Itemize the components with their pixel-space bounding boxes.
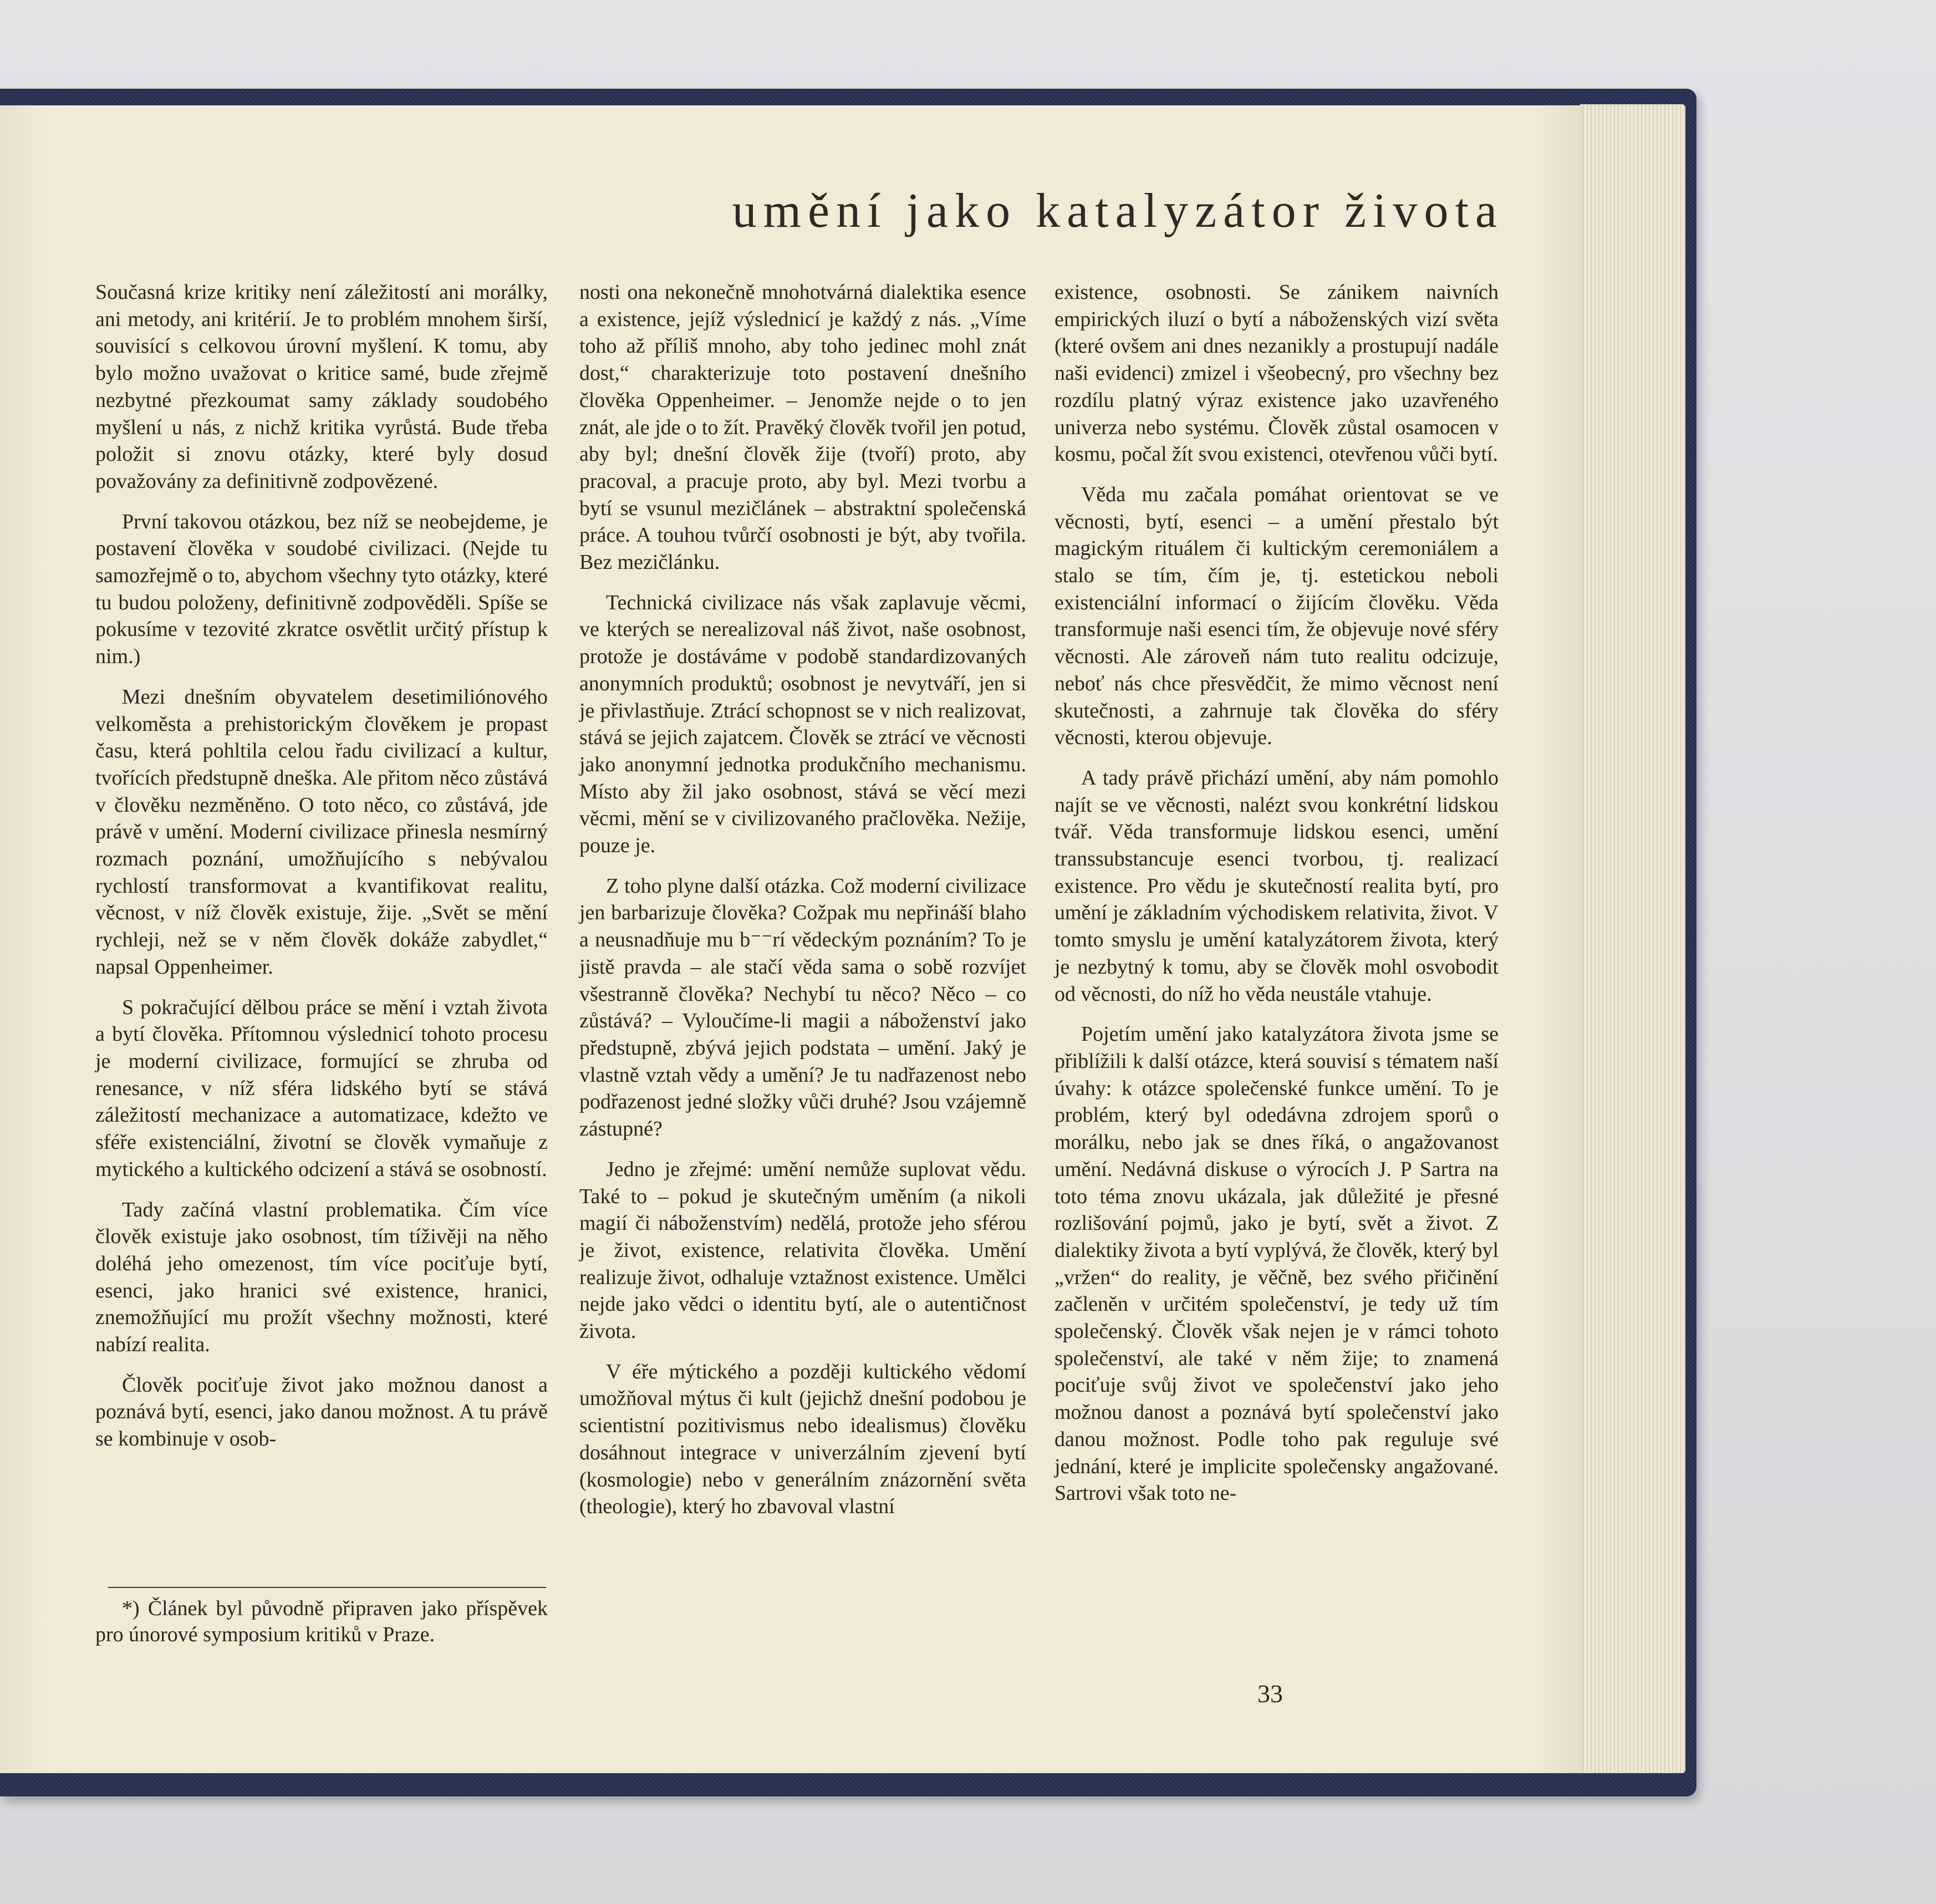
paragraph: Tady začíná vlastní problematika. Čím více člověk existuje jako osobnost, tím tíživěji na něho doléhá jeho omezenost, tím více pociťuje bytí, esenci, jako hranici své existence, hranici, znemožňující mu prožít všechny možnosti, které nabízí realita. bbox=[95, 1198, 548, 1357]
book-page bbox=[0, 105, 1583, 1773]
paragraph: Věda mu začala pomáhat orientovat se ve věcnosti, bytí, esenci – a umění přestalo být magickým rituálem či kultickým ceremoniálem a stalo se tím, čím je, tj. estetickou neboli existenciální informací o žijícím člověku. Věda transformuje naši esenci tím, že objevuje nové sféry věcnosti. Ale zároveň nám tuto realitu odcizuje, neboť nás chce přesvědčit, že mimo věcnost není skutečnosti, a zahrnuje tak člověka do sféry věcnosti, kterou objevuje. bbox=[1054, 482, 1499, 750]
paragraph: Technická civilizace nás však zaplavuje věcmi, ve kterých se nerealizoval náš život, naše osobnost, protože je dostáváme v podobě standardizovaných anonymních produktů; osobnost je nevytváří, jen si je přivlastňuje. Ztrácí schopnost se v nich realizovat, stává se jejich zajatcem. Člověk se ztrácí ve věcnosti jako anonymní jednotka produkčního mechanismu. Místo aby žil jako osobnost, stává se věcí mezi věcmi, mění se v civilizovaného pračlověka. Nežije, pouze je. bbox=[579, 590, 1026, 858]
paragraph: S pokračující dělbou práce se mění i vztah života a bytí člověka. Přítomnou výslednicí tohoto procesu je moderní civilizace, formující se zhruba od renesance, v níž sféra lidského bytí se stává záležitostí mechanizace a automatizace, kdežto ve sféře existenciální, životní se člověk vymaňuje z mytického a kultického odcizení a stává se osobností. bbox=[95, 995, 548, 1181]
paragraph: Současná krize kritiky není záležitostí ani morálky, ani metody, ani kritérií. Je to problém mnohem širší, souvisící s celkovou úrovní myšlení. K tomu, aby bylo možno uvažovat o kritice samé, bude zřejmě nezbytné přezkoumat samy základy soudobého myšlení u nás, z nichž kritika vyrůstá. Bude třeba položit si znovu otázky, které byly dosud považovány za definitivně zodpovězené. bbox=[95, 281, 548, 493]
page-title: umění jako katalyzátor života bbox=[732, 184, 1504, 238]
paragraph: V éře mýtického a později kultického vědomí umožňoval mýtus či kult (jejichž dnešní podobou je scientistní pozitivismus nebo idealismus) člověku dosáhnout integrace v univerzálním zjevení bytí (kosmologie) nebo v generálním znázornění světa (theologie), který ho zbavoval vlastní bbox=[579, 1360, 1026, 1519]
paragraph: Mezi dnešním obyvatelem desetimiliónového velkoměsta a prehistorickým člověkem je propast času, která pohltila celou řadu civilizací a kultur, tvořících předstupně dneška. Ale přitom něco zůstává v člověku nezměněno. O toto něco, co zůstává, jde právě v umění. Moderní civilizace přinesla nesmírný rozmach poznání, umožňujícího s nebývalou rychlostí transformovat a kvantifikovat realitu, věcnost, v níž člověk existuje, žije. „Svět se mění rychleji, než se v něm člověk dokáže zabydlet,“ napsal Oppenheimer. bbox=[95, 685, 548, 979]
paragraph: Jedno je zřejmé: umění nemůže suplovat vědu. Také to – pokud je skutečným uměním (a nikoli magií či náboženstvím) nedělá, protože jeho sférou je život, existence, relativita člověka. Umění realizuje život, odhaluje vztažnost existence. Umělci nejde jako vědci o identitu bytí, ale o autentičnost života. bbox=[579, 1157, 1026, 1343]
text-column-2 bbox=[579, 279, 1026, 1520]
footnote: *) Článek byl původně připraven jako příspěvek pro únorové symposium kritiků v Praze. bbox=[95, 1597, 548, 1646]
paragraph: První takovou otázkou, bez níž se neobejdeme, je postavení člověka v soudobé civilizaci. (Nejde tu samozřejmě o to, abychom všechny tyto otázky, které tu budou položeny, definitivně zodpověděli. Spíše se pokusíme v tezovité zkratce osvětlit určitý přístup k nim.) bbox=[95, 510, 548, 669]
paragraph: existence, osobnosti. Se zánikem naivních empirických iluzí o bytí a náboženských vizí světa (které ovšem ani dnes nezanikly a prostupují nadále naši evidenci) zmizel i všeobecný, pro všechny bez rozdílu platný výraz existence jako uzavřeného univerza nebo systému. Člověk zůstal osamocen v kosmu, počal žít svou existenci, otevřenou vůči bytí. bbox=[1054, 281, 1499, 466]
text-column-3 bbox=[1054, 279, 1499, 1507]
page-edges bbox=[1580, 104, 1685, 1773]
paragraph: Člověk pociťuje život jako možnou danost a poznává bytí, esenci, jako danou možnost. A tu právě se kombinuje v osob- bbox=[95, 1373, 548, 1451]
paragraph: Pojetím umění jako katalyzátora života jsme se přiblížili k další otázce, která souvisí s tématem naší úvahy: k otázce společenské funkce umění. To je problém, který byl odedávna zdrojem sporů o morálku, nebo jak se dnes říká, o angažovanost umění. Nedávná diskuse o výrocích J. P Sartra na toto téma znovu ukázala, jak důležité je přesné rozlišování pojmů, jako je bytí, svět a život. Z dialektiky života a bytí vyplývá, že člověk, který byl „vržen“ do reality, je věčně, bez svého přičinění začleněn v určitém společenství, je tedy už tím společenský. Člověk však nejen je v rámci tohoto společenství, ale také v něm žije; to znamená pociťuje svůj život ve společenství jako jeho možnou danost a poznává bytí společenství jako danou možnost. Podle toho pak reguluje své jednání, které je implicite společensky angažované. Sartrovi však toto ne- bbox=[1054, 1022, 1499, 1505]
footnote-divider bbox=[108, 1587, 546, 1588]
text-column-1 bbox=[95, 279, 548, 1453]
paragraph: nosti ona nekonečně mnohotvárná dialektika esence a existence, jejíž výslednicí je každý z nás. „Víme toho až příliš mnoho, aby toho jedinec mohl znát dost,“ charakterizuje toto postavení dnešního člověka Oppenheimer. – Jenomže nejde o to jen znát, ale jde o to žít. Pravěký člověk tvořil jen potud, aby byl; dnešní člověk žije (tvoří) proto, aby pracoval, a pracuje proto, aby byl. Mezi tvorbu a bytí se vsunul mezičlánek – abstraktní společenská práce. A touhou tvůrčí osobnosti je být, aby tvořila. Bez mezičlánku. bbox=[579, 281, 1026, 574]
page-number: 33 bbox=[1257, 1679, 1283, 1708]
paragraph: A tady právě přichází umění, aby nám pomohlo najít se ve věcnosti, nalézt svou konkrétní lidskou tvář. Věda transformuje lidskou esenci, umění transsubstancuje esenci tvorbou, tj. realizací existence. Pro vědu je skutečností realita bytí, pro umění je základním východiskem relativita, život. V tomto smyslu je umění katalyzátorem života, který je nezbytný k tomu, aby se člověk mohl osvobodit od věcnosti, do níž ho věda neustále vtahuje. bbox=[1054, 766, 1499, 1006]
paragraph: Z toho plyne další otázka. Což moderní civilizace jen barbarizuje člověka? Cožpak mu nepřináší blaho a neusnadňuje mu b⁻⁻rí vědeckým poznáním? To je jistě pravda – ale stačí věda sama o sobě rozvíjet všestranně člověka? Nechybí tu něco? Něco – co zůstává? – Vyloučíme-li magii a náboženství jako předstupně, zbývá jejich podstata – umění. Jaký je vlastně vztah vědy a umění? Je tu nadřazenost nebo podřazenost jedné složky vůči druhé? Jsou vzájemně zástupné? bbox=[579, 874, 1026, 1141]
